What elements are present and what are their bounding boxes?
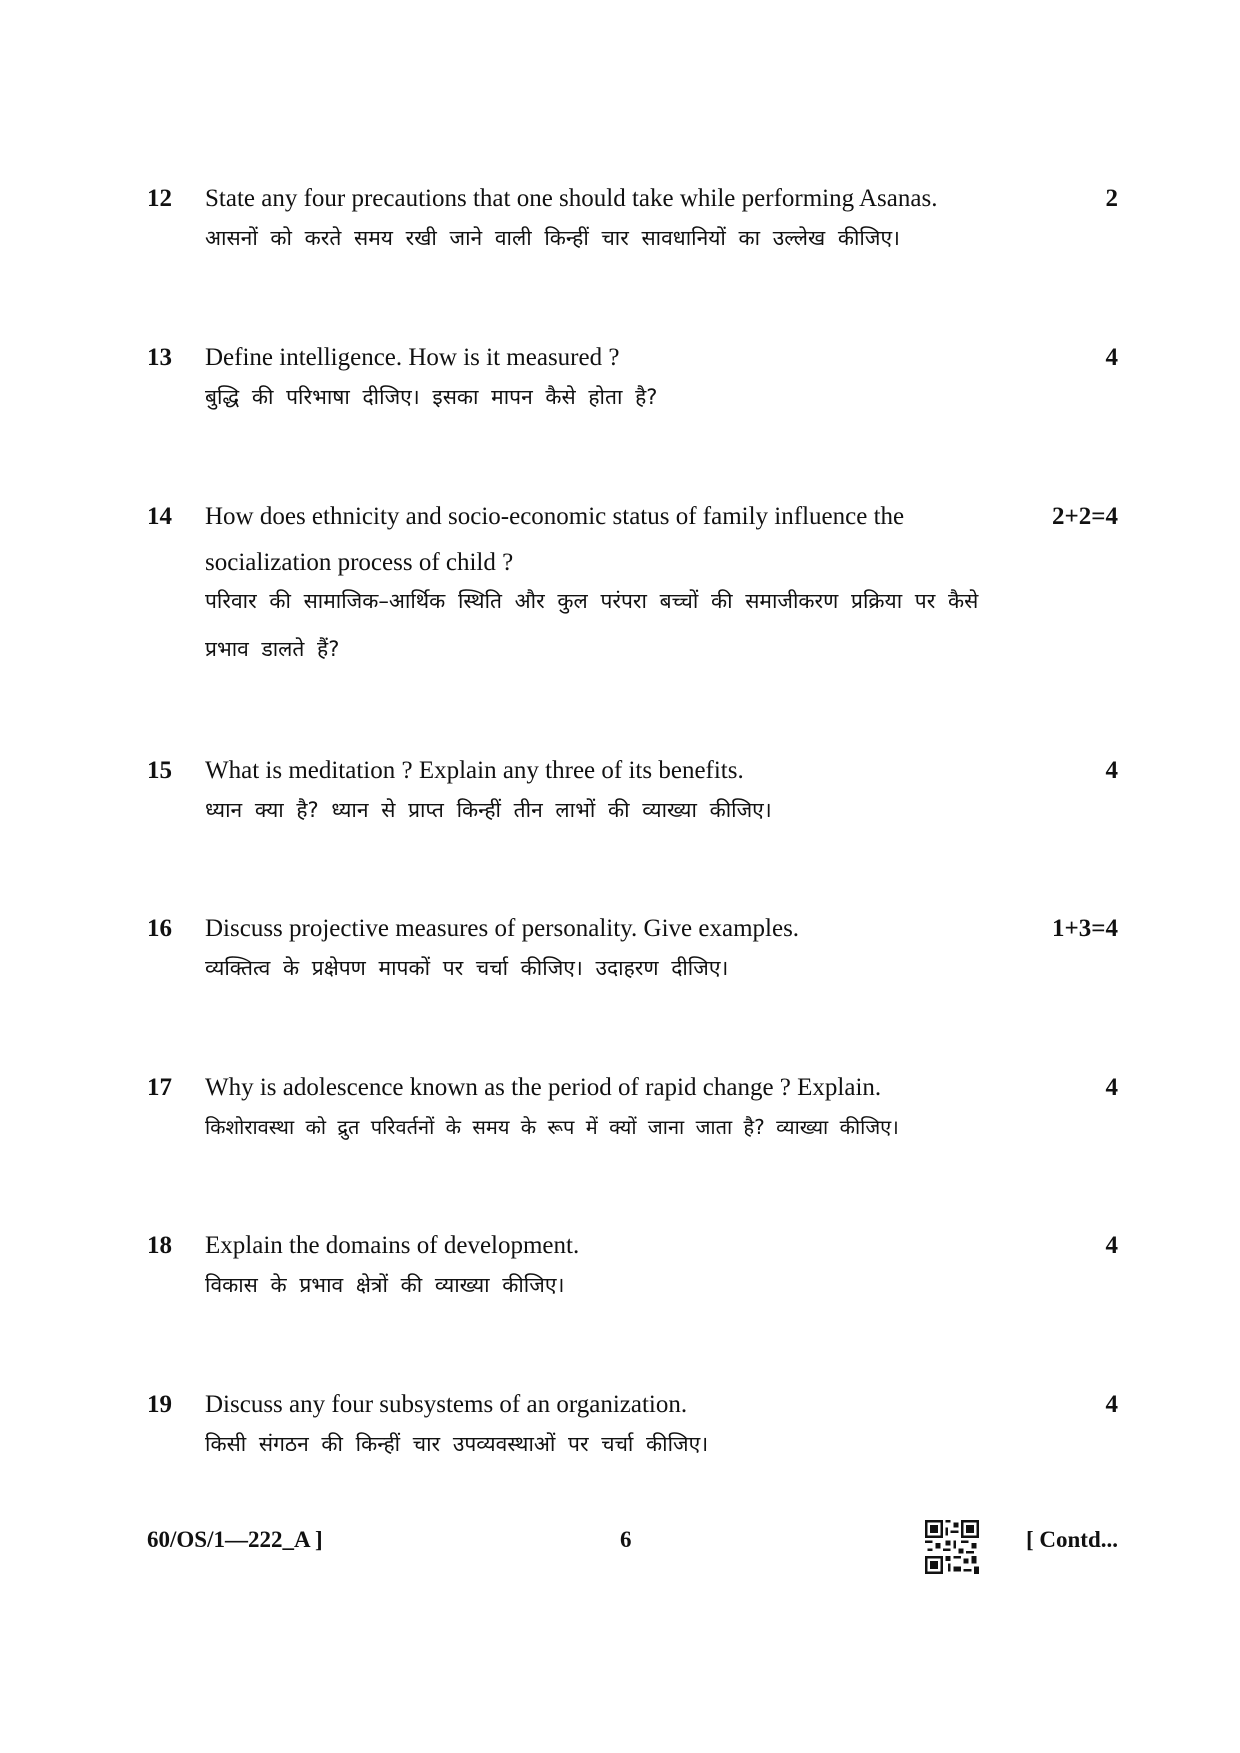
question-marks: 4 [1105, 1074, 1118, 1101]
question-marks: 4 [1105, 1391, 1118, 1418]
question-text-english: Explain the domains of development. [205, 1232, 580, 1259]
qr-code-icon [925, 1520, 979, 1574]
question-text-english: State any four precautions that one should take while performing Asanas. [205, 185, 938, 212]
question-number: 15 [147, 757, 172, 784]
paper-code: 60/OS/1—222_A ] [147, 1527, 323, 1552]
question-marks: 4 [1105, 757, 1118, 784]
question-text-hindi: परिवार की सामाजिक–आर्थिक स्थिति और कुल परंपरा बच्चों की समाजीकरण प्रक्रिया पर कैसे प्रभाव डालते हैं? [205, 589, 979, 661]
question-text-hindi: ध्यान क्या है? ध्यान से प्राप्त किन्हीं तीन लाभों की व्याख्या कीजिए। [205, 798, 772, 822]
question-text-hindi: आसनों को करते समय रखी जाने वाली किन्हीं चार सावधानियों का उल्लेख कीजिए। [205, 226, 901, 250]
question-19 [0, 1390, 1240, 1510]
question-number: 12 [147, 185, 172, 212]
question-18 [0, 1231, 1240, 1351]
question-text-english: Define intelligence. How is it measured ? [205, 344, 620, 371]
question-text-hindi: किसी संगठन की किन्हीं चार उपव्यवस्थाओं पर चर्चा कीजिए। [205, 1432, 709, 1456]
question-number: 18 [147, 1232, 172, 1259]
question-number: 14 [147, 503, 172, 530]
question-marks: 4 [1105, 1232, 1118, 1259]
question-text-english: Discuss projective measures of personality. Give examples. [205, 915, 800, 942]
question-text-hindi: व्यक्तित्व के प्रक्षेपण मापकों पर चर्चा कीजिए। उदाहरण दीजिए। [205, 956, 729, 980]
question-16 [0, 914, 1240, 1034]
question-marks: 1+3=4 [1052, 915, 1118, 942]
question-number: 13 [147, 344, 172, 371]
question-marks: 2+2=4 [1052, 503, 1118, 530]
continued-label: [ Contd... [1025, 1527, 1118, 1552]
question-marks: 2 [1105, 185, 1118, 212]
question-marks: 4 [1105, 344, 1118, 371]
question-text-hindi: किशोरावस्था को द्रुत परिवर्तनों के समय के रूप में क्यों जाना जाता है? व्याख्या कीजिए। [205, 1115, 899, 1139]
question-number: 19 [147, 1391, 172, 1418]
question-13 [0, 343, 1240, 463]
question-15 [0, 756, 1240, 876]
question-number: 17 [147, 1074, 172, 1101]
question-17 [0, 1073, 1240, 1193]
question-14 [0, 502, 1240, 702]
page-footer [0, 1525, 1240, 1585]
question-text-hindi: बुद्धि की परिभाषा दीजिए। इसका मापन कैसे होता है? [205, 385, 658, 409]
question-text-english: What is meditation ? Explain any three of its benefits. [205, 757, 744, 784]
question-text-english: Why is adolescence known as the period of rapid change ? Explain. [205, 1074, 882, 1101]
question-text-hindi: विकास के प्रभाव क्षेत्रों की व्याख्या कीजिए। [205, 1273, 565, 1297]
question-number: 16 [147, 915, 172, 942]
question-12 [0, 184, 1240, 304]
question-text-english: How does ethnicity and socio-economic status of family influence the socialization process of child ? [205, 503, 905, 576]
question-text-english: Discuss any four subsystems of an organization. [205, 1391, 688, 1418]
page-number: 6 [620, 1527, 632, 1552]
